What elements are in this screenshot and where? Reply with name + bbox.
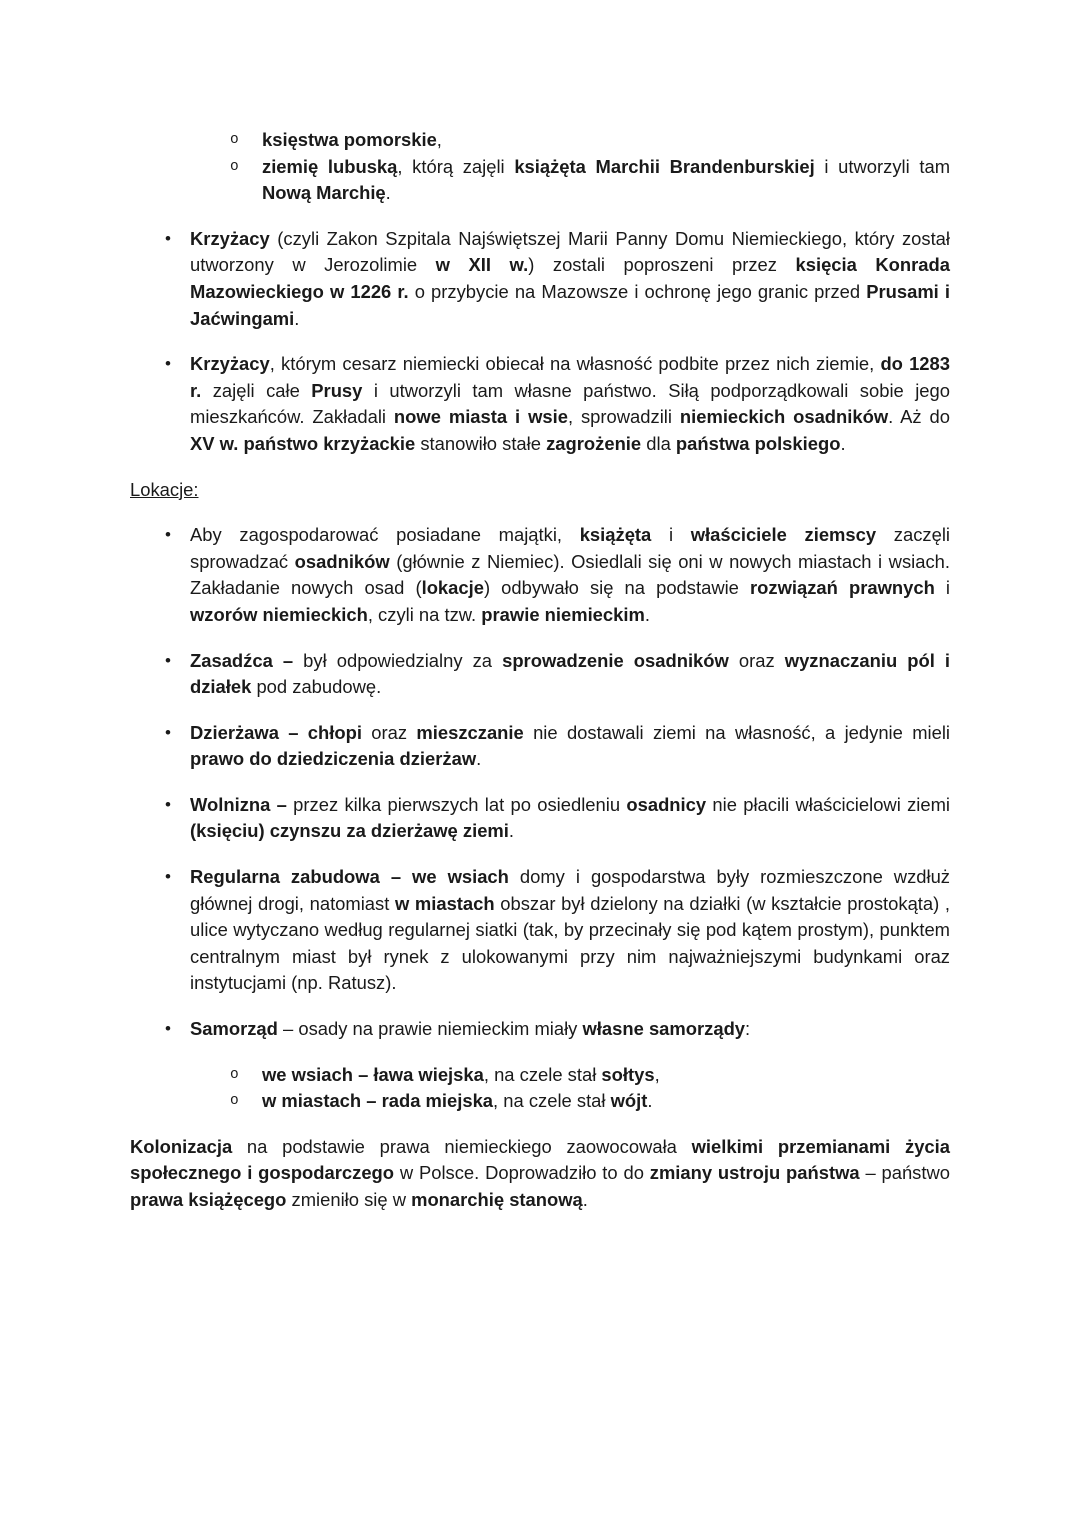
bullet-item [130, 648, 950, 701]
text-run: – osady na prawie niemieckim miały [277, 1018, 583, 1040]
paragraph-text [190, 792, 950, 845]
text-run: wójt [610, 1090, 648, 1112]
text-run: wyznaczaniu pól i działek [190, 649, 951, 698]
text-run: zagrożenie [546, 432, 642, 454]
text-run: pod zabudowę. [251, 676, 382, 698]
text-run: Nową Marchię [262, 182, 386, 204]
bullet-marker-icon: • [165, 867, 171, 887]
text-run: Dzierżawa – chłopi [190, 721, 362, 743]
text-run: w XII w. [435, 254, 529, 276]
bullet-marker-icon: • [165, 794, 171, 814]
sub-bullet-item [130, 1088, 950, 1115]
paragraph-text [190, 522, 950, 628]
text-run: oraz [361, 721, 417, 743]
paragraph-text [190, 351, 950, 457]
text-run: . [476, 748, 482, 770]
text-run: dla [641, 432, 676, 454]
paragraph-text [190, 648, 950, 701]
sub-bullet-item [130, 127, 950, 154]
text-run: . Aż do [888, 406, 950, 428]
text-run: księstwa pomorskie [262, 129, 437, 150]
text-run: , [436, 129, 442, 150]
paragraph-text [262, 1062, 950, 1089]
closing-paragraph [130, 1134, 950, 1214]
text-run: zaczęli sprowadzać [190, 524, 951, 572]
text-run: rozwiązań prawnych [750, 577, 935, 599]
circle-marker-icon: o [230, 132, 239, 148]
bullet-item [130, 351, 950, 457]
text-run: osadnicy [626, 793, 707, 815]
bullet-marker-icon: • [165, 722, 171, 742]
paragraph-text [190, 1016, 950, 1043]
text-run: w miastach [394, 892, 495, 914]
text-run: zmiany ustroju państwa [649, 1162, 860, 1184]
text-run: na podstawie prawa niemieckiego zaowocowała [232, 1135, 692, 1157]
text-run: . [644, 603, 650, 625]
paragraph-text [262, 1088, 950, 1115]
text-run: ) odbywało się na podstawie [483, 577, 750, 599]
text-run: (głównie z Niemiec). Osiedlali się oni w nowych miastach i wsiach. Zakładanie nowych osad ( [190, 550, 950, 599]
paragraph-text [262, 154, 950, 207]
text-run: w Polsce. Doprowadziło to do [394, 1162, 650, 1184]
text-run: Wolnizna – [190, 793, 287, 815]
text-run: sprowadzenie osadników [502, 649, 729, 671]
text-run: Aby zagospodarować posiadane majątki, [190, 524, 580, 546]
text-run: . [508, 820, 515, 842]
text-run: państwa polskiego [675, 432, 841, 454]
text-run: wzorów niemieckich [190, 603, 368, 625]
text-run: ) zostali poproszeni przez [528, 254, 796, 276]
bullet-marker-icon: • [165, 650, 171, 670]
text-run: . [294, 307, 300, 329]
text-run: Kolonizacja [130, 1135, 233, 1157]
text-run: mieszczanie [416, 721, 524, 743]
bullet-item [130, 792, 950, 845]
section-heading-lokacje: Lokacje: [130, 478, 199, 500]
sub-bullet-item [130, 154, 950, 207]
text-run: właściciele ziemscy [690, 524, 877, 546]
text-run: w miastach – rada miejska [262, 1090, 494, 1112]
text-run: lokacje [421, 577, 484, 599]
text-run: Samorząd [190, 1018, 278, 1040]
text-run: nie płacili właścicielowi ziemi [706, 793, 950, 815]
text-run: ziemię lubuską [262, 155, 398, 177]
text-run: zmieniło się w [286, 1189, 412, 1210]
text-run: , [654, 1063, 660, 1085]
paragraph-text [190, 226, 950, 332]
text-run: , sprowadzili [567, 406, 680, 428]
text-run: XV w. [190, 432, 239, 454]
bullet-item [130, 226, 950, 332]
bullet-marker-icon: • [165, 1019, 171, 1039]
text-run: Prusy [311, 379, 363, 401]
bullet-marker-icon: • [165, 525, 171, 545]
text-run: książęta Marchii Brandenburskiej [514, 155, 815, 177]
bullet-marker-icon: • [165, 228, 171, 248]
paragraph-text [190, 720, 950, 773]
text-run: prawie niemieckim [481, 603, 645, 625]
text-run: monarchię stanową [411, 1189, 583, 1210]
sub-bullet-list-samorzad [130, 1062, 950, 1115]
text-run: prawo do dziedziczenia dzierżaw [190, 748, 477, 770]
bullet-item [130, 720, 950, 773]
text-run: : [745, 1018, 751, 1040]
text-run: był odpowiedzialny za [293, 649, 503, 671]
text-run: (czyli Zakon Szpitala Najświętszej Marii Panny Domu Niemieckiego, który został utworzony w Jerozolimie [190, 227, 950, 276]
sub-bullet-item [130, 1062, 950, 1089]
text-run: stanowiło stałe [415, 432, 547, 454]
text-run: państwo krzyżackie [243, 432, 416, 454]
circle-marker-icon: o [230, 1066, 239, 1083]
circle-marker-icon: o [230, 158, 239, 175]
paragraph-text [190, 864, 950, 997]
text-run: Zasadźca – [190, 649, 294, 671]
text-run: wielkimi przemianami życia społecznego i gospodarczego [130, 1135, 950, 1184]
sub-bullet-list-territories [130, 127, 950, 207]
text-run: o przybycie na Mazowsze i ochronę jego granic przed [408, 280, 867, 302]
text-run: Regularna zabudowa – we wsiach [190, 866, 509, 888]
text-run: (księciu) czynszu za dzierżawę ziemi [190, 820, 509, 842]
text-run: . [647, 1090, 653, 1112]
text-run: , na czele stał [493, 1090, 611, 1112]
text-run: osadników [294, 550, 390, 572]
bullet-item [130, 522, 950, 628]
text-run: i [651, 524, 691, 546]
bullet-marker-icon: • [165, 354, 171, 374]
text-run: – państwo [859, 1162, 950, 1184]
text-run: i utworzyli tam własne państwo. Siłą podporządkowali sobie jego mieszkańców. Zakładali [190, 379, 950, 428]
text-run: , którym cesarz niemiecki obiecał na własność podbite przez nich ziemie, [269, 353, 881, 375]
text-run: i utworzyli tam [814, 155, 951, 177]
text-run: . [840, 432, 846, 454]
text-run: do 1283 r. [190, 353, 950, 401]
text-run: we wsiach – ława wiejska [262, 1063, 484, 1085]
text-run: , którą zajęli [397, 155, 515, 177]
text-run: sołtys [601, 1063, 655, 1085]
paragraph-text [262, 127, 950, 154]
text-run: Krzyżacy [190, 227, 270, 249]
circle-marker-icon: o [230, 1093, 239, 1110]
text-run: . [582, 1189, 588, 1210]
text-run: zajęli całe [201, 379, 312, 401]
text-run: prawa książęcego [130, 1189, 287, 1210]
text-run: nie dostawali ziemi na własność, a jedynie mieli [523, 721, 950, 743]
text-run: Krzyżacy [190, 353, 270, 375]
text-run: , czyli na tzw. [367, 603, 482, 625]
text-run: nowe miasta i wsie [393, 406, 568, 428]
text-run: niemieckich osadników [679, 406, 889, 428]
text-run: , na czele stał [483, 1063, 602, 1085]
text-run: domy i gospodarstwa były rozmieszczone wzdłuż głównej drogi, natomiast [190, 866, 951, 914]
bullet-item [130, 864, 950, 997]
text-run: i [934, 577, 950, 599]
text-run: własne samorządy [582, 1018, 746, 1040]
text-run: . [385, 182, 391, 204]
text-run: książęta [579, 524, 652, 546]
text-run: obszar był dzielony na działki (w kształcie prostokąta) , ulice wytyczano według regularnej siatki (tak, by przecinały się pod kątem prostym), punktem centralnym miast był rynek z ulokowanymi przy nim najważniejszymi budynkami oraz instytucjami (np. Ratusz). [190, 892, 950, 994]
text-run: przez kilka pierwszych lat po osiedleniu [286, 793, 627, 815]
text-run: księcia Konrada Mazowieckiego w 1226 r. [190, 254, 950, 302]
text-run: Prusami i Jaćwingami [190, 280, 950, 329]
text-run: oraz [728, 649, 785, 671]
bullet-item [130, 1016, 950, 1043]
